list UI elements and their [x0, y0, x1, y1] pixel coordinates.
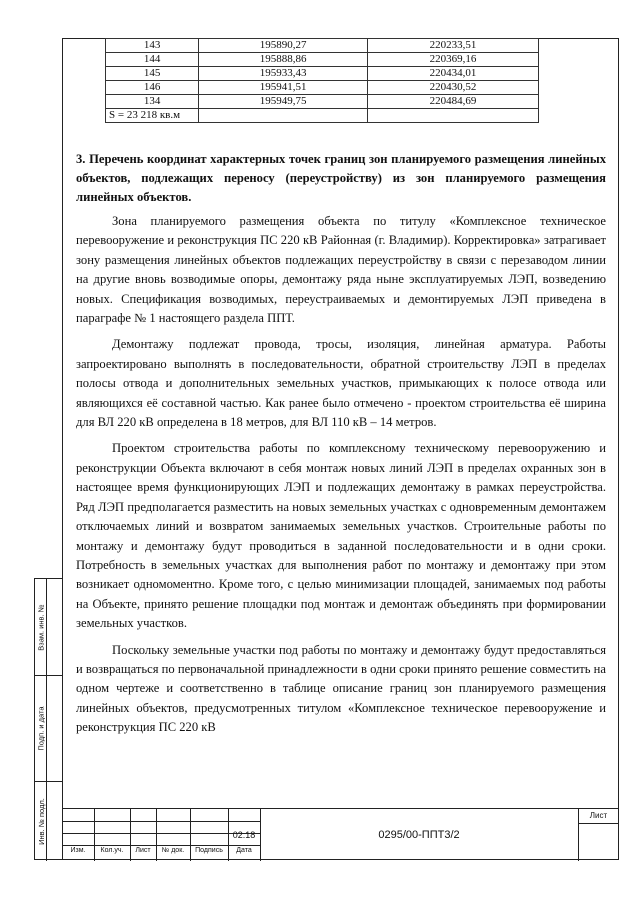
- area-row: [106, 109, 539, 123]
- table-row: [106, 95, 539, 109]
- podpis-label: Подпись: [195, 847, 223, 854]
- y-coordinate-cell: 220233,51: [368, 39, 539, 53]
- point-cell: 144: [106, 53, 199, 67]
- date-value: 02.18: [232, 830, 256, 840]
- y-coordinate-cell: 220369,16: [368, 53, 539, 67]
- point-cell: 143: [106, 39, 199, 53]
- podp-label: Подп. и дата: [36, 705, 46, 751]
- x-coordinate-cell: 195888,86: [199, 53, 368, 67]
- x-coordinate-cell: 195890,27: [199, 39, 368, 53]
- x-coordinate-cell: 195941,51: [199, 81, 368, 95]
- y-coordinate-cell: 220430,52: [368, 81, 539, 95]
- section-text: [76, 150, 606, 745]
- paragraph-3: Проектом строительства работы по комплексному техническому перевооружению и реконструкции Объекта включают в себя монтаж новых линий ЛЭП в пределах охранных зон в настоящее время функционирующих ЛЭП и подлежащих демонтажу в рамках переустройства. Ряд ЛЭП предполагается разместить на новых земельных участках с одновременным демонтажем отключаемых линий и возвратом занимаемых земельных участков. Строительные работы по монтажу и демонтажу будут проводиться в заданной последовательности и в одни сроки. Потребность в земельных участках для выполнения работ по монтажу и демонтажу при этом возникает одномоментно. Кроме того, с целью минимизации площадей, занимаемых под работы на Объекте, принято решение площадки под монтаж и демонтаж объединять при формировании земельных участков.: [76, 441, 606, 631]
- data-label: Дата: [236, 847, 252, 854]
- x-coordinate-cell: 195933,43: [199, 67, 368, 81]
- table-row: [106, 67, 539, 81]
- koluch-label: Кол.уч.: [100, 847, 124, 854]
- section-heading: 3. Перечень координат характерных точек границ зон планируемого размещения линейных объектов, подлежащих переносу (переустройству) из зон планируемого размещения линейных объектов.: [76, 152, 606, 204]
- ndok-label: № док.: [161, 847, 185, 854]
- point-cell: 146: [106, 81, 199, 95]
- x-coordinate-cell: 195949,75: [199, 95, 368, 109]
- title-block: [62, 808, 619, 860]
- sheet-label: Лист: [589, 811, 608, 820]
- area-cell: S = 23 218 кв.м: [106, 109, 199, 123]
- table-row: [106, 81, 539, 95]
- table-row: [106, 53, 539, 67]
- paragraph-2: Демонтажу подлежат провода, тросы, изоляция, линейная арматура. Работы запроектировано выполнять в последовательности, обратной строительству ЛЭП в пределах полосы отвода и дополнительных земельных участков, примыкающих к полосе отвода или являющихся её составной частью. Как ранее было отмечено - проектом строительства её ширина для ВЛ 220 кВ определена в 18 метров, для ВЛ 110 кВ – 14 метров.: [76, 337, 606, 430]
- coordinates-table: [105, 38, 539, 123]
- list-col-label: Лист: [135, 847, 151, 854]
- paragraph-1: Зона планируемого размещения объекта по титулу «Комплексное техническое перевооружение и реконструкция ПС 220 кВ Районная (г. Владимир). Корректировка» затрагивает зону размещения линейных объектов подлежащих переустройству в связи с перезаводом линии на другие вновь возводимые опоры, демонтажу ряда ныне эксплуатируемых ЛЭП, возведению новых. Спецификация возводимых, переустраиваемых и демонтируемых ЛЭП приведена в параграфе № 1 настоящего раздела ППТ.: [76, 214, 606, 326]
- document-code: 0295/00-ППТ3/2: [378, 829, 460, 841]
- point-cell: 134: [106, 95, 199, 109]
- inv-label: Инв. № подл.: [36, 797, 46, 845]
- side-stamp: [34, 578, 62, 860]
- y-coordinate-cell: 220434,01: [368, 67, 539, 81]
- y-coordinate-cell: 220484,69: [368, 95, 539, 109]
- table-row: [106, 39, 539, 53]
- izm-label: Изм.: [70, 847, 86, 854]
- empty-cell: [368, 109, 539, 123]
- vzam-label: Взам. инв. №: [36, 603, 46, 651]
- empty-cell: [199, 109, 368, 123]
- point-cell: 145: [106, 67, 199, 81]
- paragraph-4: Поскольку земельные участки под работы по монтажу и демонтажу будут предоставляться и возвращаться по первоначальной принадлежности в одни сроки принято решение совместить на одном чертеже и соответственно в таблице описание границ зон планируемого размещения линейных объектов, предусмотренных титулом «Комплексное техническое перевооружение и реконструкция ПС 220 кВ: [76, 642, 606, 735]
